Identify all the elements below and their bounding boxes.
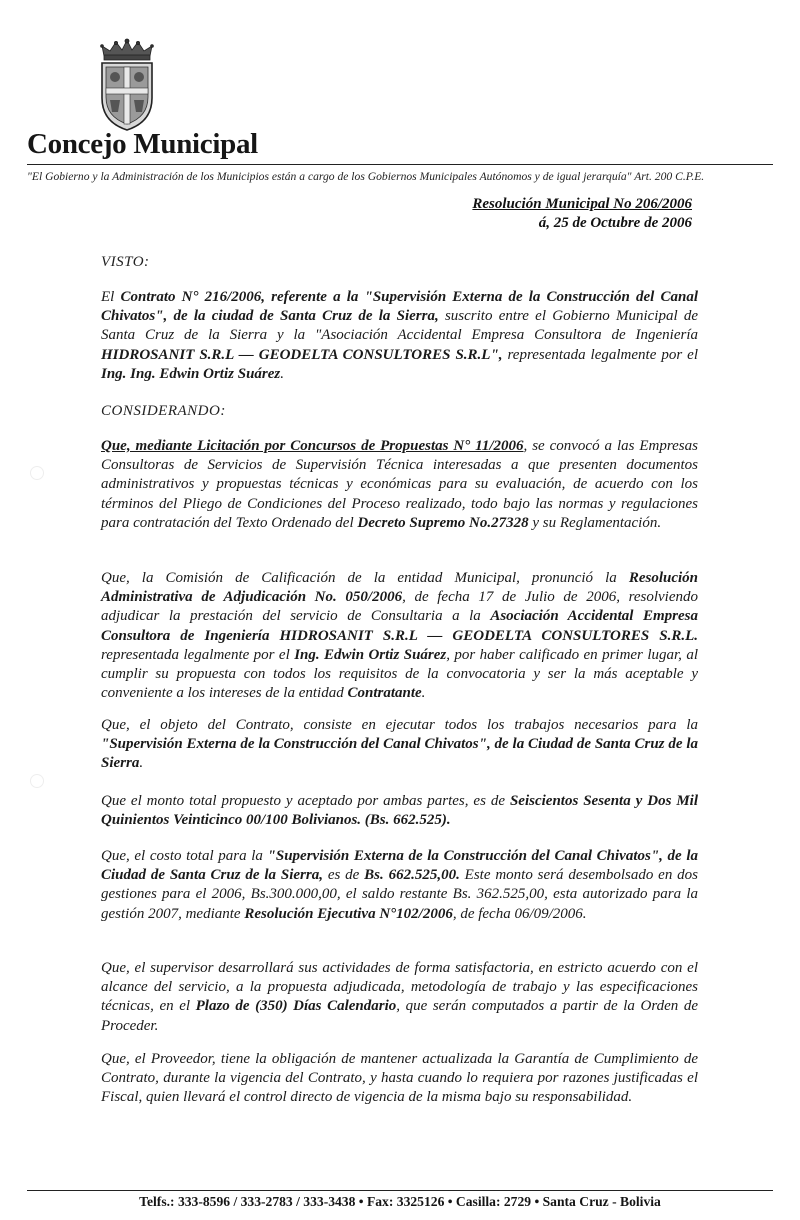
text-run: , por haber calificado en primer lugar, al cumplir su propuesta con todos los requisitos de la convocatoria y ser la más aceptable y conveniente a los intereses de la entidad xyxy=(101,646,698,702)
text-run: . xyxy=(280,365,284,382)
text-run: Que, el Proveedor, tiene la obligación de mantener actualizada la Garantía de Cumplimiento de Contrato, durante la vigencia del Contrato, y hasta cuando lo requiera por razones justificadas el Fiscal, quien llevará el control directo de vigencia de la misma bajo su responsabilidad. xyxy=(101,1051,698,1106)
text-run: Que, el supervisor desarrollará sus actividades de forma satisfactoria, en estricto acuerdo con el alcance del servicio, a la propuesta adjudicada, metodología de trabajo y las especificaciones técnicas, en el xyxy=(101,960,698,1015)
resolution-date: á, 25 de Octubre de 2006 xyxy=(538,215,692,231)
bold-run: Seiscientos Sesenta y Dos Mil Quinientos Veinticinco 00/100 Bolivianos. (Bs. 662.525). xyxy=(101,793,699,829)
bold-run: Bs. 662.525,00. xyxy=(364,867,460,884)
text-run: , de fecha 06/09/2006. xyxy=(452,905,587,922)
visto-heading: VISTO: xyxy=(101,254,150,270)
considerando-heading: CONSIDERANDO: xyxy=(101,403,226,419)
text-run: representada legalmente por el xyxy=(502,346,698,363)
bold-run: "Supervisión Externa de la Construcción del Canal Chivatos", de la Ciudad de Santa Cruz de la Sierra xyxy=(101,736,698,772)
bold-run: "Supervisión Externa de la Construcción del Canal Chivatos", de la Ciudad de Santa Cruz de la Sierra, xyxy=(101,848,698,884)
bold-run: Decreto Supremo No.27328 xyxy=(357,514,529,531)
text-run: es de xyxy=(322,867,365,884)
text-run: representada legalmente por el xyxy=(101,646,295,663)
text-run: . xyxy=(139,755,144,772)
text-run: . xyxy=(421,685,426,702)
punch-hole-mark xyxy=(30,774,44,788)
text-run: , de fecha 17 de Julio de 2006, resolviendo adjudicar la prestación del servicio de Consultaria a la xyxy=(101,589,699,625)
resolution-block xyxy=(472,194,692,232)
text-run: Que, el costo total para la xyxy=(101,848,268,864)
text-run: Que el monto total propuesto y aceptado por ambas partes, es de xyxy=(101,793,510,809)
bold-run: Resolución Ejecutiva N°102/2006 xyxy=(244,905,453,922)
bold-run: Plazo de (350) Días Calendario xyxy=(195,998,397,1015)
shield-icon xyxy=(102,63,152,130)
considerando-paragraph-6 xyxy=(101,959,698,1036)
text-run: Que, el objeto del Contrato, consiste en ejecutar todos los trabajos necesarios para la xyxy=(101,717,698,733)
considerando-paragraph-1 xyxy=(101,437,698,533)
considerando-paragraph-3 xyxy=(101,716,698,774)
organization-name: Concejo Municipal xyxy=(27,128,258,160)
footer-divider xyxy=(27,1190,773,1191)
header-divider xyxy=(27,164,773,165)
text-run: Que, la Comisión de Calificación de la entidad Municipal, pronunció la xyxy=(101,570,629,586)
visto-paragraph xyxy=(101,288,698,384)
considerando-paragraph-5 xyxy=(101,847,698,924)
bold-run: Ing. Ing. Edwin Ortiz Suárez xyxy=(101,365,281,382)
text-run: suscrito entre el Gobierno Municipal de Santa Cruz de la Sierra y la "Asociación Accidental Empresa Consultora de Ingeniería xyxy=(101,308,698,344)
considerando-paragraph-7 xyxy=(101,1050,698,1108)
crown-icon xyxy=(101,39,154,60)
bold-run: Asociación Accidental Empresa Consultora de Ingeniería HIDROSANIT S.R.L — GEODELTA CONSULTORES S.R.L. xyxy=(101,608,698,644)
bold-run: HIDROSANIT S.R.L — GEODELTA CONSULTORES S.R.L", xyxy=(101,346,503,363)
considerando-paragraph-2 xyxy=(101,569,698,703)
bold-run: Resolución Administrativa de Adjudicación No. 050/2006 xyxy=(101,570,698,606)
bold-run: Que, mediante Licitación por Concursos de Propuestas N° 11/2006 xyxy=(101,438,524,454)
text-run: , se convocó a las Empresas Consultoras de Servicios de Supervisión Técnica interesadas a que presenten documentos administrativos y propuestas técnicas y económicas para su evaluación, de acuerdo con los términos del Pliego de Condiciones del Proceso realizado, todo bajo las normas y regulaciones para contratación del Texto Ordenado del xyxy=(101,438,698,531)
constitutional-motto: "El Gobierno y la Administración de los Municipios están a cargo de los Gobiernos Municipales Autónomos y de igual jerarquía" Art. 200 C.P.E. xyxy=(27,170,705,183)
resolution-title: Resolución Municipal No 206/2006 xyxy=(472,196,692,212)
bold-run: Ing. Edwin Ortiz Suárez xyxy=(294,646,447,663)
text-run: , que serán computados a partir de la Orden de Proceder. xyxy=(101,998,698,1034)
considerando-paragraph-4 xyxy=(101,792,698,830)
text-run: y su Reglamentación. xyxy=(528,514,662,531)
text-run: Este monto será desembolsado en dos gestiones para el 2006, Bs.300.000,00, el saldo restante Bs. 362.525,00, esta autorizado para la gestión 2007, mediante xyxy=(101,867,699,922)
bold-run: Contrato N° 216/2006, referente a la "Supervisión Externa de la Construcción del Canal Chivatos", de la ciudad de Santa Cruz de la Sierra, xyxy=(101,289,698,325)
bold-run: Contratante xyxy=(347,685,422,702)
coat-of-arms-emblem xyxy=(96,36,158,132)
footer-contact: Telfs.: 333-8596 / 333-2783 / 333-3438 • Fax: 3325126 • Casilla: 2729 • Santa Cruz - Bolivia xyxy=(139,1194,661,1209)
text-run: El xyxy=(101,289,121,305)
punch-hole-mark xyxy=(30,466,44,480)
